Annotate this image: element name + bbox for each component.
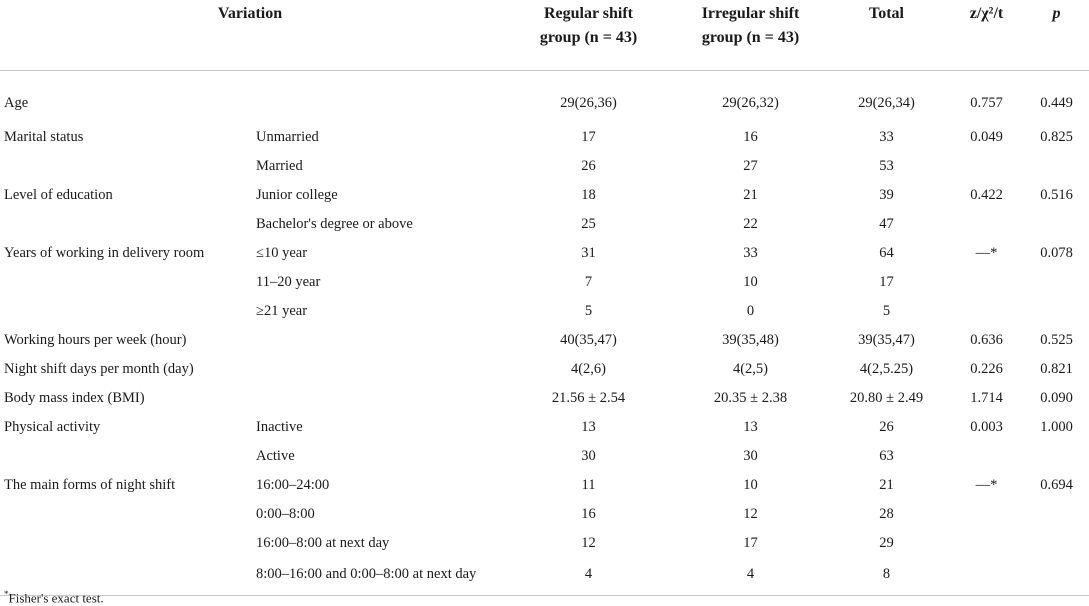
cell-irregular: 4 (677, 558, 824, 596)
cell-regular: 29(26,36) (560, 94, 617, 111)
cell-total: 33 (879, 129, 894, 145)
row-variable (0, 500, 250, 529)
row-subgroup: Married (256, 158, 303, 174)
cell-total: 4(2,5.25) (859, 361, 914, 377)
cell-p-value (1024, 297, 1089, 326)
cell-irregular: 10 (743, 274, 758, 290)
row-variable (0, 297, 250, 326)
cell-p-value: 0.694 (1040, 477, 1073, 493)
cell-total: 29 (879, 535, 894, 551)
table-row (0, 471, 1089, 500)
row-subgroup: Unmarried (256, 129, 319, 145)
header-statistic: z/χ²/t (949, 0, 1024, 71)
cell-irregular: 39(35,48) (722, 332, 779, 348)
cell-total: 26 (879, 419, 894, 435)
cell-statistic: 0.226 (970, 361, 1003, 377)
cell-p-value (1024, 558, 1089, 596)
row-variable (0, 152, 250, 181)
table-row (0, 152, 1089, 181)
row-subgroup: 0:00–8:00 (256, 506, 315, 522)
row-subgroup (250, 384, 500, 413)
table-row (0, 326, 1089, 355)
cell-statistic: 0.422 (970, 187, 1003, 203)
table-row (0, 413, 1089, 442)
cell-total: 17 (879, 274, 894, 290)
table-row (0, 268, 1089, 297)
cell-total: 39(35,47) (858, 332, 915, 348)
cell-total: 8 (824, 558, 949, 596)
cell-statistic (949, 268, 1024, 297)
cell-statistic: 0.757 (970, 94, 1003, 111)
cell-regular: 7 (584, 274, 593, 290)
cell-regular: 16 (581, 506, 596, 522)
cell-irregular: 33 (743, 245, 758, 261)
cell-irregular: 10 (743, 477, 758, 493)
cell-irregular: 20.35 ± 2.38 (713, 390, 788, 406)
row-subgroup: 11–20 year (256, 274, 321, 290)
table-row (0, 71, 1089, 124)
row-variable: Level of education (4, 187, 113, 203)
row-subgroup: 8:00–16:00 and 0:00–8:00 at next day (250, 558, 500, 596)
table-header (0, 0, 1089, 71)
cell-p-value (1024, 500, 1089, 529)
cell-p-value (1024, 442, 1089, 471)
cell-irregular: 0 (746, 303, 755, 319)
table-row (0, 529, 1089, 558)
header-irregular-line2: group (n = 43) (701, 29, 800, 46)
cell-p-value: 0.825 (1040, 129, 1073, 145)
row-subgroup (250, 355, 500, 384)
table-row (0, 355, 1089, 384)
cell-regular: 40(35,47) (560, 332, 617, 348)
row-variable: Marital status (4, 129, 84, 145)
header-total: Total (824, 0, 949, 71)
row-variable: Night shift days per month (day) (4, 361, 194, 377)
row-variable: The main forms of night shift (4, 477, 176, 493)
footnote-marker: * (4, 589, 9, 599)
row-subgroup: Bachelor's degree or above (256, 216, 413, 232)
row-subgroup: Junior college (256, 187, 338, 203)
row-variable (0, 210, 250, 239)
cell-statistic: —* (975, 477, 998, 493)
cell-p-value: 0.525 (1040, 332, 1073, 348)
table-row (0, 558, 1089, 596)
cell-regular: 12 (581, 535, 596, 551)
cell-statistic (949, 558, 1024, 596)
table-row (0, 210, 1089, 239)
cell-regular: 21.56 ± 2.54 (551, 390, 626, 406)
header-regular-line1: Regular shift (543, 5, 634, 22)
cell-p-value: 1.000 (1040, 419, 1073, 435)
cell-total: 21 (879, 477, 894, 493)
table-row (0, 123, 1089, 152)
cell-irregular: 12 (743, 506, 758, 522)
cell-regular: 11 (581, 477, 596, 493)
row-variable: Years of working in delivery room (4, 245, 205, 261)
cell-total: 28 (879, 506, 894, 522)
row-variable (0, 268, 250, 297)
cell-irregular: 16 (743, 129, 758, 145)
header-irregular-group (677, 0, 824, 71)
row-variable: Physical activity (4, 419, 101, 435)
row-subgroup: 16:00–8:00 at next day (256, 535, 390, 551)
row-variable: Age (4, 94, 29, 111)
cell-regular: 5 (584, 303, 593, 319)
cell-total: 20.80 ± 2.49 (849, 390, 924, 406)
cell-regular: 30 (581, 448, 596, 464)
cell-total: 64 (879, 245, 894, 261)
cell-total: 39 (879, 187, 894, 203)
cell-irregular: 13 (743, 419, 758, 435)
row-subgroup (250, 326, 500, 355)
header-variation: Variation (0, 0, 500, 71)
cell-p-value: 0.078 (1040, 245, 1073, 261)
cell-statistic (949, 442, 1024, 471)
cell-irregular: 4(2,5) (732, 361, 769, 377)
cell-statistic (949, 500, 1024, 529)
cell-p-value (1024, 152, 1089, 181)
row-subgroup: Active (256, 448, 295, 464)
row-variable (0, 529, 250, 558)
cell-regular: 25 (581, 216, 596, 232)
cell-statistic: 1.714 (970, 390, 1003, 406)
cell-total: 29(26,34) (858, 94, 915, 111)
cell-irregular: 27 (743, 158, 758, 174)
row-variable: Working hours per week (hour) (4, 332, 187, 348)
cell-p-value: 0.449 (1040, 94, 1073, 111)
table-row (0, 384, 1089, 413)
row-subgroup (250, 71, 500, 124)
cell-regular: 4(2,6) (570, 361, 607, 377)
cell-irregular: 21 (743, 187, 758, 203)
cell-p-value: 0.090 (1040, 390, 1073, 406)
cell-statistic (949, 297, 1024, 326)
table-row (0, 297, 1089, 326)
cell-statistic (949, 152, 1024, 181)
cell-irregular: 29(26,32) (722, 94, 779, 111)
table-footnote (4, 586, 104, 606)
cell-total: 47 (879, 216, 894, 232)
header-regular-line2: group (n = 43) (539, 29, 638, 46)
cell-statistic (949, 529, 1024, 558)
table-row (0, 239, 1089, 268)
row-subgroup: 16:00–24:00 (256, 477, 330, 493)
row-subgroup: Inactive (256, 419, 303, 435)
cell-statistic: —* (975, 245, 998, 261)
cell-statistic: 0.636 (970, 332, 1003, 348)
cell-total: 5 (882, 303, 891, 319)
footnote-text: Fisher's exact test. (8, 590, 104, 606)
cell-regular: 13 (581, 419, 596, 435)
cell-regular: 26 (581, 158, 596, 174)
cell-regular: 31 (581, 245, 596, 261)
cell-irregular: 30 (743, 448, 758, 464)
cell-regular: 17 (581, 129, 596, 145)
table-row (0, 442, 1089, 471)
cell-irregular: 17 (743, 535, 758, 551)
table-body (0, 71, 1089, 596)
row-variable: Body mass index (BMI) (4, 390, 145, 406)
cell-regular: 18 (581, 187, 596, 203)
cell-statistic: 0.003 (970, 419, 1003, 435)
cell-p-value (1024, 210, 1089, 239)
cell-p-value (1024, 268, 1089, 297)
row-variable (0, 442, 250, 471)
header-p-value: p (1024, 0, 1089, 71)
table-row (0, 500, 1089, 529)
header-regular-group (500, 0, 677, 71)
cell-statistic (949, 210, 1024, 239)
cell-statistic: 0.049 (970, 129, 1003, 145)
cell-p-value (1024, 529, 1089, 558)
cell-p-value: 0.516 (1040, 187, 1073, 203)
cell-p-value: 0.821 (1040, 361, 1073, 377)
table-row (0, 181, 1089, 210)
row-subgroup: ≤10 year (256, 245, 308, 261)
cell-total: 63 (879, 448, 894, 464)
row-subgroup: ≥21 year (256, 303, 308, 319)
header-irregular-line1: Irregular shift (701, 5, 800, 22)
cell-irregular: 22 (743, 216, 758, 232)
cell-regular: 4 (500, 558, 677, 596)
cell-total: 53 (879, 158, 894, 174)
